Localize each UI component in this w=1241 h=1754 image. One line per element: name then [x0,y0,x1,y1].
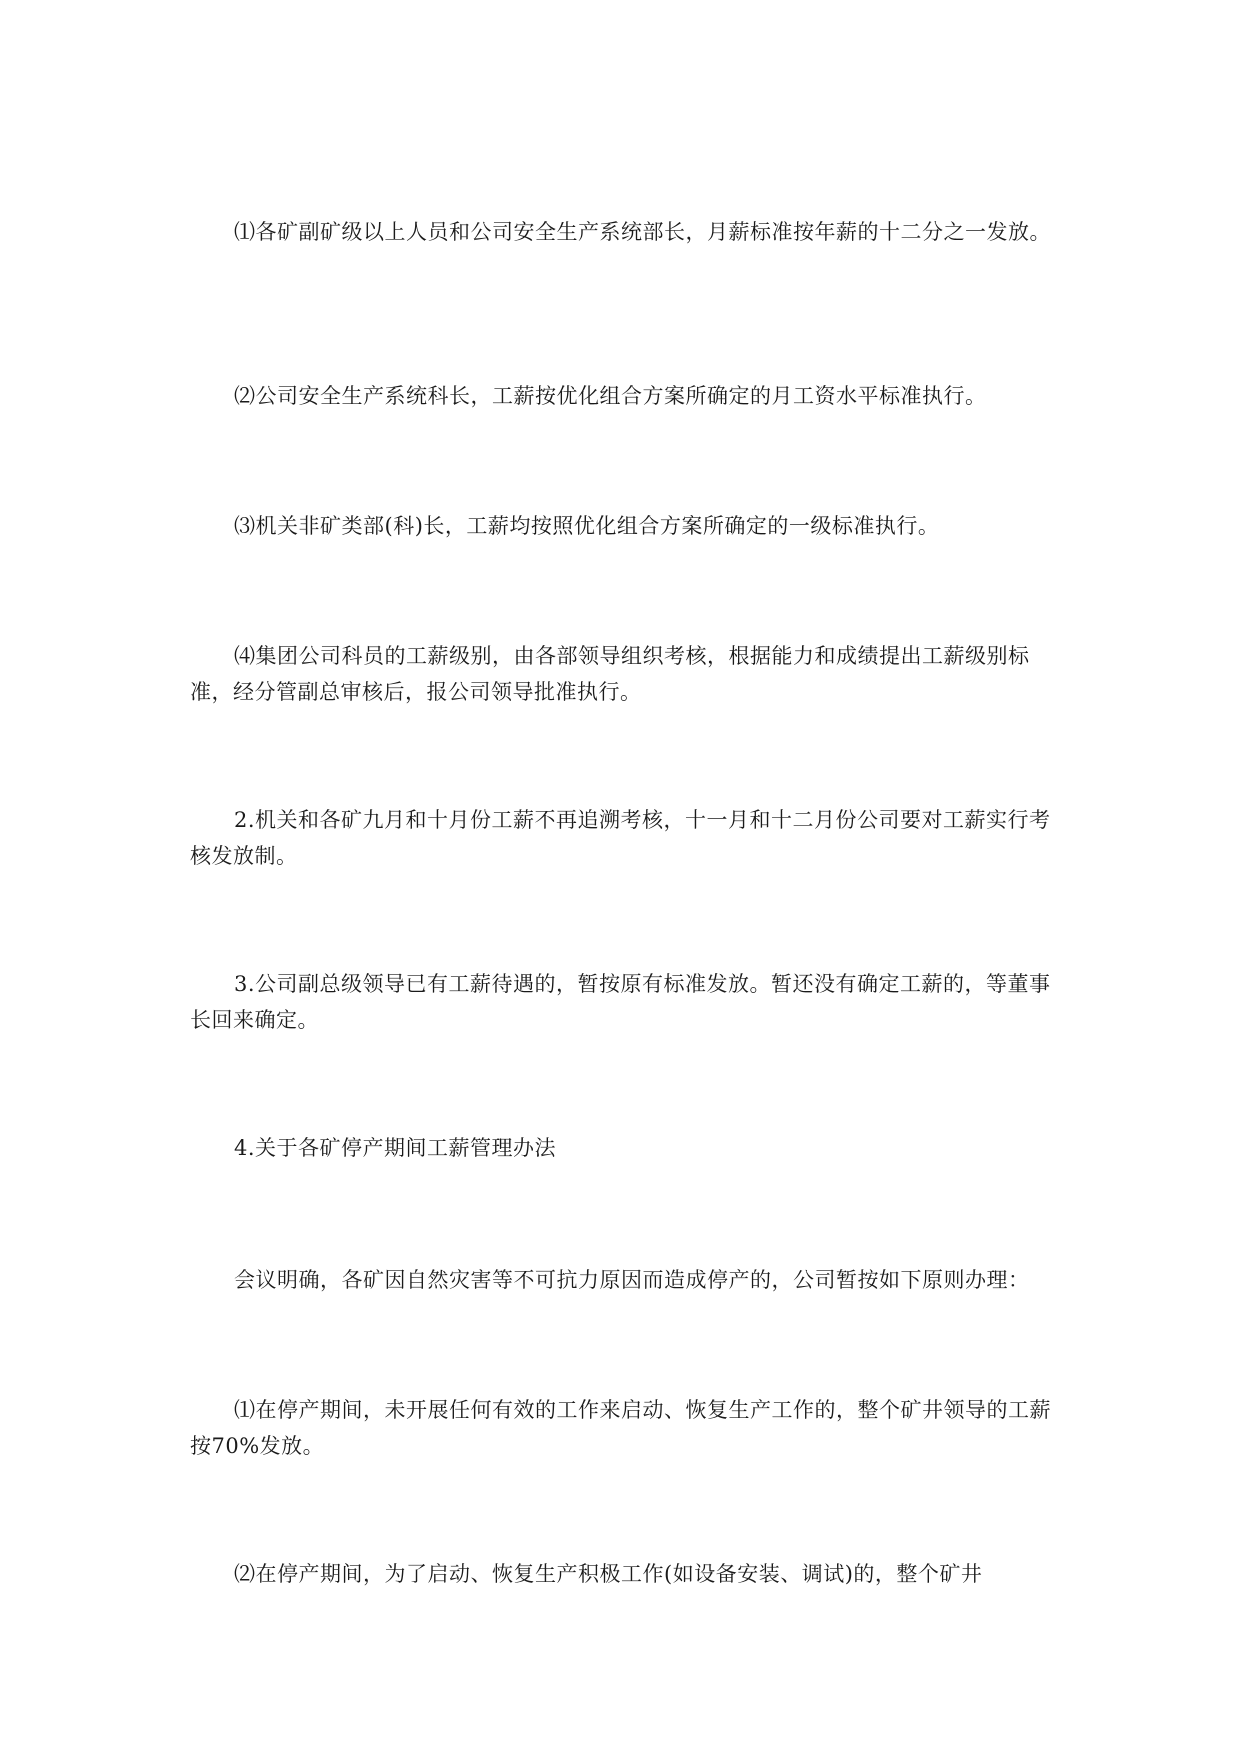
paragraph-9: ⑴在停产期间，未开展任何有效的工作来启动、恢复生产工作的，整个矿井领导的工薪按70%发放。 [190,1398,1051,1458]
paragraph-4: ⑷集团公司科员的工薪级别，由各部领导组织考核，根据能力和成绩提出工薪级别标准，经分管副总审核后，报公司领导批准执行。 [190,644,1030,704]
paragraph-1: ⑴各矿副矿级以上人员和公司安全生产系统部长，月薪标准按年薪的十二分之一发放。 [234,220,1051,244]
paragraph-3: ⑶机关非矿类部(科)长，工薪均按照优化组合方案所确定的一级标准执行。 [234,514,940,538]
paragraph-8: 会议明确，各矿因自然灾害等不可抗力原因而造成停产的，公司暂按如下原则办理： [234,1268,1030,1292]
paragraph-7: 4.关于各矿停产期间工薪管理办法 [234,1136,557,1160]
paragraph-2: ⑵公司安全生产系统科长，工薪按优化组合方案所确定的月工资水平标准执行。 [234,384,987,408]
paragraph-6: 3.公司副总级领导已有工薪待遇的，暂按原有标准发放。暂还没有确定工薪的，等董事长回来确定。 [190,972,1051,1032]
paragraph-5: 2.机关和各矿九月和十月份工薪不再追溯考核，十一月和十二月份公司要对工薪实行考核发放制。 [190,808,1051,868]
paragraph-10: ⑵在停产期间，为了启动、恢复生产积极工作(如设备安装、调试)的，整个矿井 [234,1562,983,1586]
